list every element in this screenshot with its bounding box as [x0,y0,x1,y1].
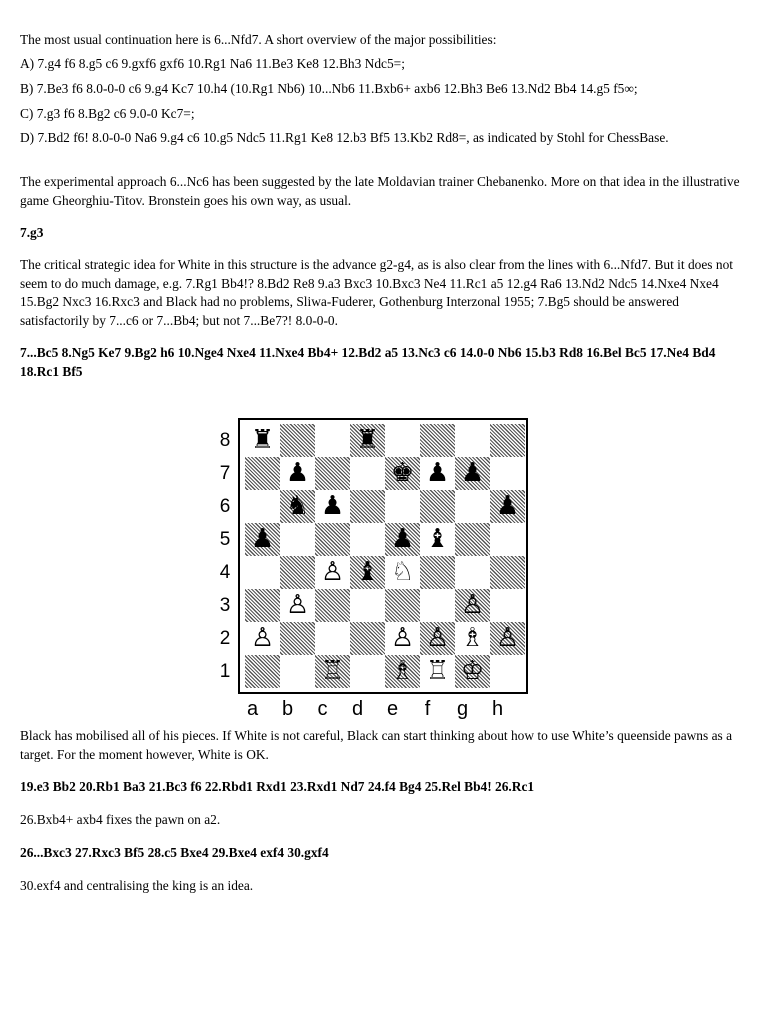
board-square-c2 [315,622,350,655]
chess-piece-h2: ♙ [495,623,520,653]
chess-piece-h6: ♟ [495,491,520,521]
line-b: B) 7.Be3 f6 8.0-0-0 c6 9.g4 Kc7 10.h4 (10.Rg1 Nb6) 10...Nb6 11.Bxb6+ axb6 12.Bh3 Be6 13.Nd2 Bb4 14.g5 f5∞; [20,81,638,96]
board-square-a4 [245,556,280,589]
chess-piece-a2: ♙ [250,623,275,653]
board-square-a1 [245,655,280,688]
moves-19-26: 19.e3 Bb2 20.Rb1 Ba3 21.Bc3 f6 22.Rbd1 Rxd1 23.Rxd1 Nd7 24.f4 Bg4 25.Rel Bb4! 26.Rc1 [20,779,535,794]
line-d: D) 7.Bd2 f6! 8.0-0-0 Na6 9.g4 c6 10.g5 Ndc5 11.Rg1 Ke8 12.b3 Bf5 13.Kb2 Rd8=, as indicated by Stohl for ChessBase. [20,130,669,145]
board-square-g4 [455,556,490,589]
file-label: g [456,698,469,720]
board-square-g8 [455,424,490,457]
chess-piece-e5: ♟ [390,524,415,554]
rank-label: 1 [219,661,231,682]
board-square-h1 [490,655,525,688]
board-square-h3 [490,589,525,622]
chess-piece-a5: ♟ [250,524,275,554]
board-square-h5 [490,523,525,556]
chess-piece-c6: ♟ [320,491,345,521]
chess-piece-a8: ♜ [250,425,275,455]
board-square-e6 [385,490,420,523]
file-label: e [386,698,399,720]
note-30: 30.exf4 and centralising the king is an idea. [20,878,254,893]
file-label: f [424,698,431,720]
board-square-g5 [455,523,490,556]
chess-piece-f7: ♟ [425,458,450,488]
board-square-b1 [280,655,315,688]
board-square-h4 [490,556,525,589]
board-square-b8 [280,424,315,457]
chess-piece-c1: ♖ [320,656,345,686]
chess-piece-b6: ♞ [285,491,310,521]
board-square-h8 [490,424,525,457]
board-square-g6 [455,490,490,523]
chess-board [238,418,528,694]
moves-26-30: 26...Bxc3 27.Rxc3 Bf5 28.c5 Bxe4 29.Bxe4 exf4 30.gxf4 [20,845,329,860]
rank-label: 4 [219,562,231,583]
file-label: a [246,698,259,720]
chess-piece-b3: ♙ [285,590,310,620]
mobilised-paragraph: Black has mobilised all of his pieces. If White is not careful, Black can start thinking about how to use White’s queenside pawns as a target. For the moment however, White is OK. [20,728,733,762]
chess-piece-e4: ♘ [390,557,415,587]
move-heading-7g3: 7.g3 [20,225,44,240]
board-square-f8 [420,424,455,457]
board-square-d1 [350,655,385,688]
board-square-a3 [245,589,280,622]
rank-label: 2 [219,628,231,649]
strategy-paragraph: The critical strategic idea for White in this structure is the advance g2-g4, as is also clear from the lines with 6...Nfd7. But it does not seem to do much damage, e.g. 7.Rg1 Bb4!? 8.Bd2 Re8 9.a3 Bxc3 10.Bxc3 Ne4 11.Rc1 a5 12.g4 Ra6 13.Nd2 Ndc5 14.Nxe4 Nxe4 15.Bg2 Nxc3 16.Rxc3 and Black had no problems, Sliwa-Fuderer, Gothenburg Interzonal 1955; 7.Bg5 should be answered satisfactorily by 7...c6 or 7...Bb4; but not 7...Be7?! 8.0-0-0. [20,257,733,328]
board-square-c7 [315,457,350,490]
board-square-e3 [385,589,420,622]
chess-piece-f1: ♖ [425,656,450,686]
chess-piece-e7: ♚ [390,458,415,488]
board-square-f4 [420,556,455,589]
chess-piece-f5: ♝ [425,524,450,554]
chebanenko-paragraph: The experimental approach 6...Nc6 has been suggested by the late Moldavian trainer Chebanenko. More on that idea in the illustrative game Gheorghiu-Titov. Bronstein goes his own way, as usual. [20,174,740,208]
board-square-a6 [245,490,280,523]
note-26: 26.Bxb4+ axb4 fixes the pawn on a2. [20,812,221,827]
main-line-moves: 7...Bc5 8.Ng5 Ke7 9.Bg2 h6 10.Nge4 Nxe4 11.Nxe4 Bb4+ 12.Bd2 a5 13.Nc3 c6 14.0-0 Nb6 15.b3 Rd8 16.Bel Bc5 17.Ne4 Bd4 18.Rc1 Bf5 [20,345,716,379]
board-square-d5 [350,523,385,556]
chess-piece-g2: ♗ [460,623,485,653]
rank-label: 8 [219,430,231,451]
board-square-b4 [280,556,315,589]
board-square-c8 [315,424,350,457]
board-square-a7 [245,457,280,490]
chess-piece-c4: ♙ [320,557,345,587]
file-label: h [491,698,504,720]
board-square-d7 [350,457,385,490]
file-label: b [281,698,294,720]
chess-piece-g1: ♔ [460,656,485,686]
intro-text: The most usual continuation here is 6...Nfd7. A short overview of the major possibilities: [20,32,497,47]
board-square-d2 [350,622,385,655]
board-square-d3 [350,589,385,622]
board-square-b5 [280,523,315,556]
rank-label: 3 [219,595,231,616]
board-square-b2 [280,622,315,655]
board-square-c5 [315,523,350,556]
line-a: A) 7.g4 f6 8.g5 c6 9.gxf6 gxf6 10.Rg1 Na6 11.Be3 Ke8 12.Bh3 Ndc5=; [20,56,405,71]
chess-piece-d8: ♜ [355,425,380,455]
chess-piece-e1: ♗ [390,656,415,686]
chess-piece-g3: ♙ [460,590,485,620]
rank-label: 7 [219,463,231,484]
rank-label: 5 [219,529,231,550]
board-square-f3 [420,589,455,622]
chess-piece-e2: ♙ [390,623,415,653]
line-c: C) 7.g3 f6 8.Bg2 c6 9.0-0 Kc7=; [20,106,195,121]
rank-label: 6 [219,496,231,517]
chess-piece-b7: ♟ [285,458,310,488]
board-square-f6 [420,490,455,523]
board-square-d6 [350,490,385,523]
file-label: c [317,698,328,720]
board-square-e8 [385,424,420,457]
chess-piece-g7: ♟ [460,458,485,488]
chess-piece-d4: ♝ [355,557,380,587]
chess-piece-f2: ♙ [425,623,450,653]
board-square-h7 [490,457,525,490]
chess-diagram [214,418,534,718]
board-square-c3 [315,589,350,622]
file-label: d [351,698,364,720]
